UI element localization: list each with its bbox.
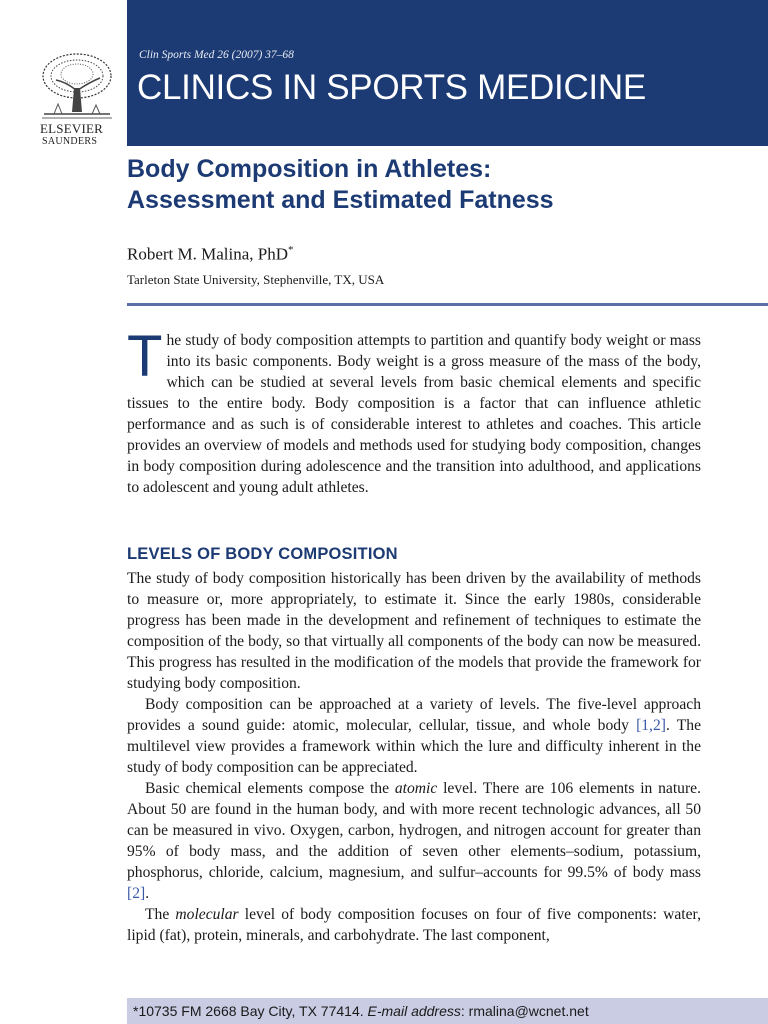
article-title-line1: Body Composition in Athletes:: [127, 155, 492, 183]
footnote-email-separator: :: [460, 1003, 469, 1019]
paragraph-3: [127, 778, 701, 904]
paragraph-2-text-b: . The multilevel view provides a framework within which the lure and difficulty inherent in the study of body composition can be appreciated.: [127, 717, 701, 776]
author-text: Robert M. Malina, PhD: [127, 244, 289, 264]
section-heading: LEVELS OF BODY COMPOSITION: [127, 545, 398, 563]
abstract-text: he study of body composition attempts to partition and quantify body weight or mass into its basic components. Body weight is a gross measure of the mass of the body, which can be studied at several levels from basic chemical elements and specific tissues to the entire body. Body composition is a factor that can influence athletic performance and as such is of considerable interest to athletes and coaches. This article provides an overview of models and methods used for studying body composition, changes in body composition during adolescence and the transition into adulthood, and applications to adolescent and young adult athletes.: [127, 332, 701, 496]
paragraph-2: [127, 694, 701, 778]
citation-link[interactable]: [1,2]: [636, 717, 666, 734]
paragraph-4-text-a: The: [145, 906, 176, 923]
paragraph-4: [127, 904, 701, 946]
article-title-line2: Assessment and Estimated Fatness: [127, 186, 554, 214]
paragraph-4-text-b: level of body composition focuses on four of five components: water, lipid (fat), protein, minerals, and carbohydrate. The last component,: [127, 906, 701, 944]
journal-title: CLINICS IN SPORTS MEDICINE: [137, 68, 646, 107]
paragraph-3-emphasis: atomic: [394, 780, 438, 797]
author-affiliation: Tarleton State University, Stephenville, TX, USA: [127, 272, 385, 287]
paragraph-3-text-c: .: [145, 885, 150, 902]
footnote-email-label: E-mail address: [367, 1003, 461, 1019]
elsevier-tree-icon: [38, 48, 116, 124]
footnote-address: *10735 FM 2668 Bay City, TX 77414.: [133, 1003, 368, 1019]
drop-cap: T: [127, 324, 163, 389]
section-body: [127, 568, 701, 946]
header-divider: [127, 303, 768, 306]
journal-citation: Clin Sports Med 26 (2007) 37–68: [139, 49, 294, 61]
author-footnote-mark: *: [288, 244, 294, 256]
citation-link[interactable]: [2]: [127, 885, 146, 902]
publisher-logo: [0, 0, 127, 150]
footnote-email[interactable]: rmalina@wcnet.net: [468, 1003, 589, 1019]
paragraph-3-text-a: Basic chemical elements compose the: [145, 780, 395, 797]
author-footnote: [127, 998, 768, 1024]
author-name: [127, 244, 294, 265]
article-title: [127, 154, 727, 216]
publisher-name: ELSEVIER: [40, 121, 103, 136]
paragraph-3-text-b: level. There are 106 elements in nature. About 50 are found in the human body, and with more recent technologic advances, all 50 can be measured in vivo. Oxygen, carbon, hydrogen, and nitrogen account for greater than 95% of body mass, and the addition of seven other elements–sodium, potassium, phosphorus, chloride, calcium, magnesium, and sulfur–accounts for 99.5% of body mass: [127, 780, 701, 881]
paragraph-4-emphasis: molecular: [175, 906, 239, 923]
publisher-imprint: SAUNDERS: [42, 136, 98, 147]
paragraph-2-text-a: Body composition can be approached at a variety of levels. The five-level approach provides a sound guide: atomic, molecular, cellular, tissue, and whole body: [127, 696, 701, 734]
journal-banner: [127, 0, 768, 146]
paragraph-1: The study of body composition historically has been driven by the availability of methods to measure or, more appropriately, to estimate it. Since the early 1980s, considerable progress has been made in the development and refinement of techniques to estimate the composition of the body, so that virtually all components of the body can now be measured. This progress has resulted in the modification of the models that provide the framework for studying body composition.: [127, 570, 701, 692]
abstract-paragraph: [127, 324, 701, 498]
